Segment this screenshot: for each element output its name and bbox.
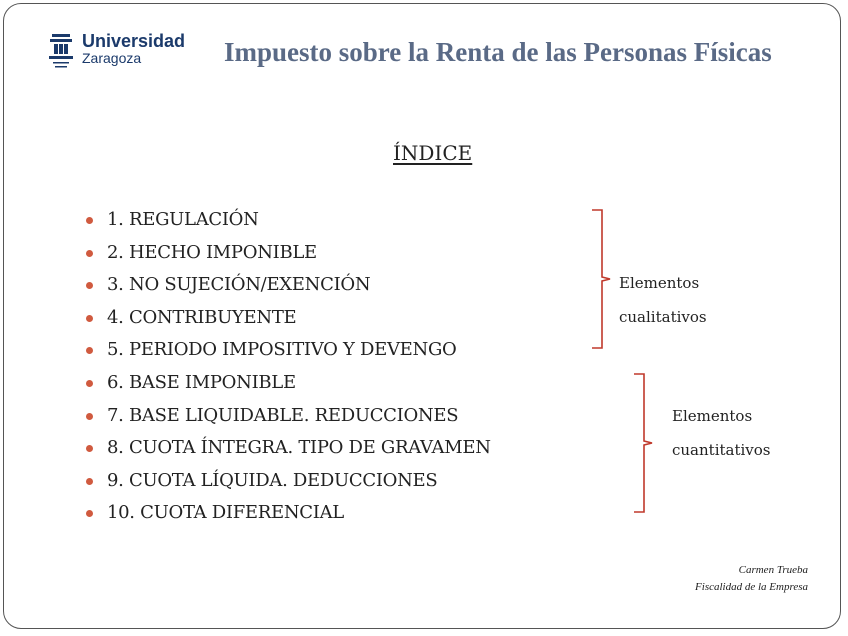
bullet-icon [86,217,93,224]
toc-item [86,400,491,433]
toc-item-label: 7. BASE LIQUIDABLE. REDUCCIONES [107,404,459,426]
toc-item-label: 3. NO SUJECIÓN/EXENCIÓN [107,274,371,296]
quantitative-label-line2: cuantitativos [672,441,771,459]
toc-item [86,367,491,400]
quantitative-label-line1: Elementos [672,407,753,425]
bullet-icon [86,478,93,485]
credit-course: Fiscalidad de la Empresa [695,581,808,593]
qualitative-label [619,266,707,334]
qualitative-brace-icon [588,208,612,350]
bullet-icon [86,380,93,387]
toc-item-label: 9. CUOTA LÍQUIDA. DEDUCCIONES [107,469,438,491]
toc-item [86,302,491,335]
toc-item-label: 5. PERIODO IMPOSITIVO Y DEVENGO [107,339,457,361]
toc-item [86,432,491,465]
toc-item-label: 4. CONTRIBUYENTE [107,306,297,328]
bullet-icon [86,347,93,354]
index-heading: ÍNDICE [393,141,473,165]
qualitative-label-line2: cualitativos [619,308,707,326]
toc-item-label: 8. CUOTA ÍNTEGRA. TIPO DE GRAVAMEN [107,437,491,459]
bullet-icon [86,445,93,452]
logo-name: Universidad [82,31,186,51]
qualitative-label-line1: Elementos [619,274,700,292]
logo-city: Zaragoza [82,50,142,66]
toc-item [86,269,491,302]
university-logo [46,32,185,72]
bullet-icon [86,282,93,289]
toc-item [86,237,491,270]
bullet-icon [86,413,93,420]
bullet-icon [86,250,93,257]
quantitative-label [672,399,771,467]
toc-item-label: 10. CUOTA DIFERENCIAL [107,502,344,524]
credit-author: Carmen Trueba [738,564,808,576]
toc-item [86,465,491,498]
university-crest-icon [46,32,76,72]
slide [3,3,841,629]
toc-item-label: 2. HECHO IMPONIBLE [107,241,317,263]
bullet-icon [86,315,93,322]
bullet-icon [86,510,93,517]
credit [695,562,808,596]
toc-item [86,497,491,530]
quantitative-brace-icon [630,372,654,514]
toc-item-label: 1. REGULACIÓN [107,209,259,230]
toc-item-label: 6. BASE IMPONIBLE [107,371,296,393]
toc-item [86,204,491,237]
toc-list [86,204,491,530]
slide-title: Impuesto sobre la Renta de las Personas Físicas [224,37,772,67]
toc-item [86,334,491,367]
